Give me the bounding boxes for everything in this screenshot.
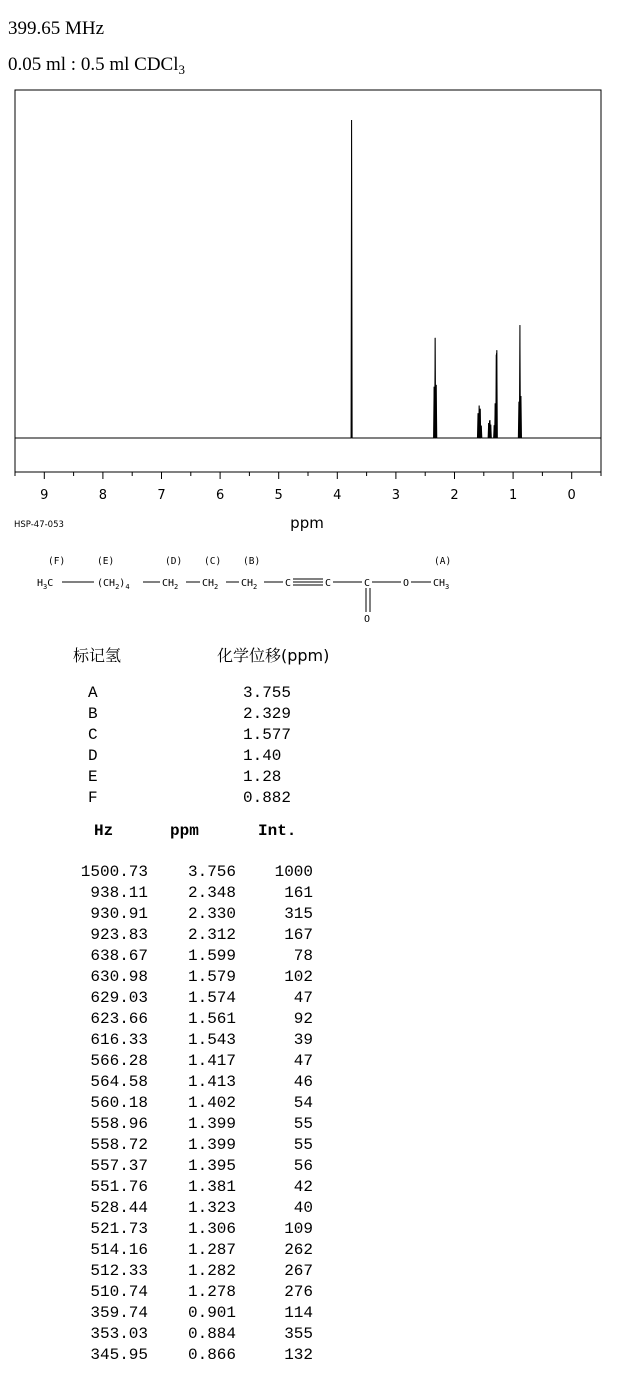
peak-int: 276 [284,1283,313,1301]
peak-ppm: 1.599 [187,947,236,965]
peak-int: 267 [284,1262,313,1280]
peak-row [0,1115,617,1136]
x-axis-tick-labels [40,488,576,503]
label-d: (D) [165,556,183,567]
peak-int: 47 [293,989,313,1007]
assignment-header [0,643,617,667]
peak-int: 92 [293,1010,313,1028]
assignment-shift: 1.28 [243,768,282,786]
peak-hz: 512.33 [90,1262,148,1280]
peak-col-ppm: ppm [170,822,199,840]
assignment-shift: 0.882 [243,789,292,807]
peak-col-int: Int. [258,822,297,840]
peak-hz: 938.11 [90,884,148,902]
peak-ppm: 2.312 [187,926,236,944]
peak-row [0,1199,617,1220]
peak-ppm: 3.756 [187,863,236,881]
assignment-shift: 1.577 [243,726,292,744]
peak-ppm: 1.413 [187,1073,236,1091]
peak-row [0,968,617,989]
spectrum-code: HSP-47-053 [14,520,64,530]
peak-ppm: 1.574 [187,989,236,1007]
peak-ppm: 0.901 [187,1304,236,1322]
x-tick-label: 2 [450,488,459,503]
peak-ppm: 2.348 [187,884,236,902]
peak-ppm: 1.402 [187,1094,236,1112]
assignment-row [0,684,617,705]
assignment-label: A [88,684,98,702]
peak-col-hz: Hz [94,822,114,840]
x-tick-label: 0 [567,488,576,503]
peak-hz: 521.73 [90,1220,148,1238]
peak-hz: 510.74 [90,1283,148,1301]
peak-hz: 345.95 [90,1346,148,1364]
peak-ppm: 1.579 [187,968,236,986]
peak-row [0,1136,617,1157]
peak-hz: 557.37 [90,1157,148,1175]
assignment-shift: 1.40 [243,747,282,765]
assignment-row [0,726,617,747]
assignment-col-shift: 化学位移(ppm) [217,646,330,665]
peak-int: 46 [293,1073,313,1091]
peak-row [0,1220,617,1241]
solvent-subscript: 3 [178,62,185,77]
peak-row [0,1325,617,1346]
peak-int: 42 [293,1178,313,1196]
peak-int: 315 [284,905,313,923]
assignment-label: B [88,705,98,723]
x-tick-label: 6 [215,488,225,503]
peak-hz: 638.67 [90,947,148,965]
x-axis-ticks [15,472,601,479]
nmr-spectrum-chart [0,80,617,540]
assignment-shift: 3.755 [243,684,292,702]
x-tick-label: 1 [508,488,518,503]
peak-row [0,1346,617,1367]
peak-row [0,905,617,926]
peak-row [0,1073,617,1094]
peak-row [0,1031,617,1052]
peak-ppm: 1.287 [187,1241,236,1259]
label-f: (F) [48,556,66,567]
peak-row [0,947,617,968]
x-axis-label: ppm [290,514,324,532]
peak-row [0,926,617,947]
group-ch2-c: $CH_2$ [202,578,219,591]
assignment-row [0,705,617,726]
peak-ppm: 1.282 [187,1262,236,1280]
peak-row [0,1283,617,1304]
group-ch2-b: $CH_2$ [241,578,258,591]
sample-solvent [8,54,185,76]
peak-ppm: 1.561 [187,1010,236,1028]
peak-table-header [0,822,617,844]
peak-hz: 359.74 [90,1304,148,1322]
peak-hz: 616.33 [90,1031,148,1049]
peak-row [0,884,617,905]
x-tick-label: 8 [98,488,108,503]
assignment-row [0,768,617,789]
x-tick-label: 4 [333,488,342,503]
group-ch2n: $(CH_2)_4$ [97,578,130,591]
atom-c3: C [364,578,371,589]
peak-int: 109 [284,1220,313,1238]
spectrometer-frequency: 399.65 MHz [8,18,105,39]
peak-int: 1000 [274,863,313,881]
peak-row [0,1178,617,1199]
assignment-label: E [88,768,98,786]
peak-row [0,1262,617,1283]
peak-ppm: 0.884 [187,1325,236,1343]
atom-c1: C [285,578,292,589]
atom-o1: O [403,578,410,589]
peak-int: 47 [293,1052,313,1070]
peak-hz: 353.03 [90,1325,148,1343]
peak-hz: 551.76 [90,1178,148,1196]
atom-o2: O [364,614,371,625]
group-ch2-d: $CH_2$ [162,578,179,591]
peak-int: 54 [293,1094,313,1112]
peak-hz: 560.18 [90,1094,148,1112]
peak-hz: 564.58 [90,1073,148,1091]
peak-row [0,1304,617,1325]
peak-ppm: 1.543 [187,1031,236,1049]
peak-ppm: 0.866 [187,1346,236,1364]
peak-ppm: 1.278 [187,1283,236,1301]
peak-row [0,1157,617,1178]
peak-ppm: 1.399 [187,1115,236,1133]
peak-row [0,1241,617,1262]
peak-int: 161 [284,884,313,902]
group-ch3: $CH_3$ [433,578,450,591]
peak-int: 167 [284,926,313,944]
label-c: (C) [204,556,222,567]
peak-int: 78 [293,947,313,965]
peak-int: 132 [284,1346,313,1364]
peak-hz: 558.96 [90,1115,148,1133]
peak-hz: 566.28 [90,1052,148,1070]
peak-int: 355 [284,1325,313,1343]
peak-hz: 630.98 [90,968,148,986]
label-b: (B) [243,556,261,567]
peak-int: 102 [284,968,313,986]
peak-int: 40 [293,1199,313,1217]
x-tick-label: 7 [157,488,166,503]
atom-c2: C [325,578,332,589]
assignment-row [0,747,617,768]
label-a: (A) [434,556,452,567]
assignment-col-label: 标记氢 [73,646,122,665]
assignment-label: F [88,789,98,807]
peak-int: 114 [284,1304,313,1322]
peak-row [0,1010,617,1031]
peak-row [0,863,617,884]
assignment-shift: 2.329 [243,705,292,723]
peak-int: 55 [293,1136,313,1154]
peak-ppm: 1.395 [187,1157,236,1175]
peak-hz: 923.83 [90,926,148,944]
peak-ppm: 1.323 [187,1199,236,1217]
peak-hz: 528.44 [90,1199,148,1217]
peak-int: 262 [284,1241,313,1259]
peak-int: 39 [293,1031,313,1049]
solvent-text: 0.05 ml : 0.5 ml CDCl [8,54,179,75]
assignment-row [0,789,617,810]
peak-hz: 629.03 [90,989,148,1007]
peak-row [0,989,617,1010]
x-tick-label: 9 [40,488,49,503]
peak-hz: 623.66 [90,1010,148,1028]
peak-hz: 1500.73 [80,863,148,881]
peak-hz: 558.72 [90,1136,148,1154]
plot-frame [15,90,601,472]
assignment-label: C [88,726,98,744]
x-tick-label: 5 [274,488,283,503]
peak-int: 56 [293,1157,313,1175]
structure-formula [0,548,617,628]
peak-int: 55 [293,1115,313,1133]
spectrum-trace [15,120,601,438]
peak-ppm: 1.381 [187,1178,236,1196]
assignment-label: D [88,747,98,765]
peak-hz: 930.91 [90,905,148,923]
label-e: (E) [97,556,115,567]
peak-ppm: 2.330 [187,905,236,923]
peak-ppm: 1.417 [187,1052,236,1070]
x-tick-label: 3 [391,488,401,503]
peak-hz: 514.16 [90,1241,148,1259]
peak-row [0,1052,617,1073]
group-h3c: $H_3C$ [37,578,54,591]
peak-ppm: 1.306 [187,1220,236,1238]
peak-ppm: 1.399 [187,1136,236,1154]
peak-row [0,1094,617,1115]
